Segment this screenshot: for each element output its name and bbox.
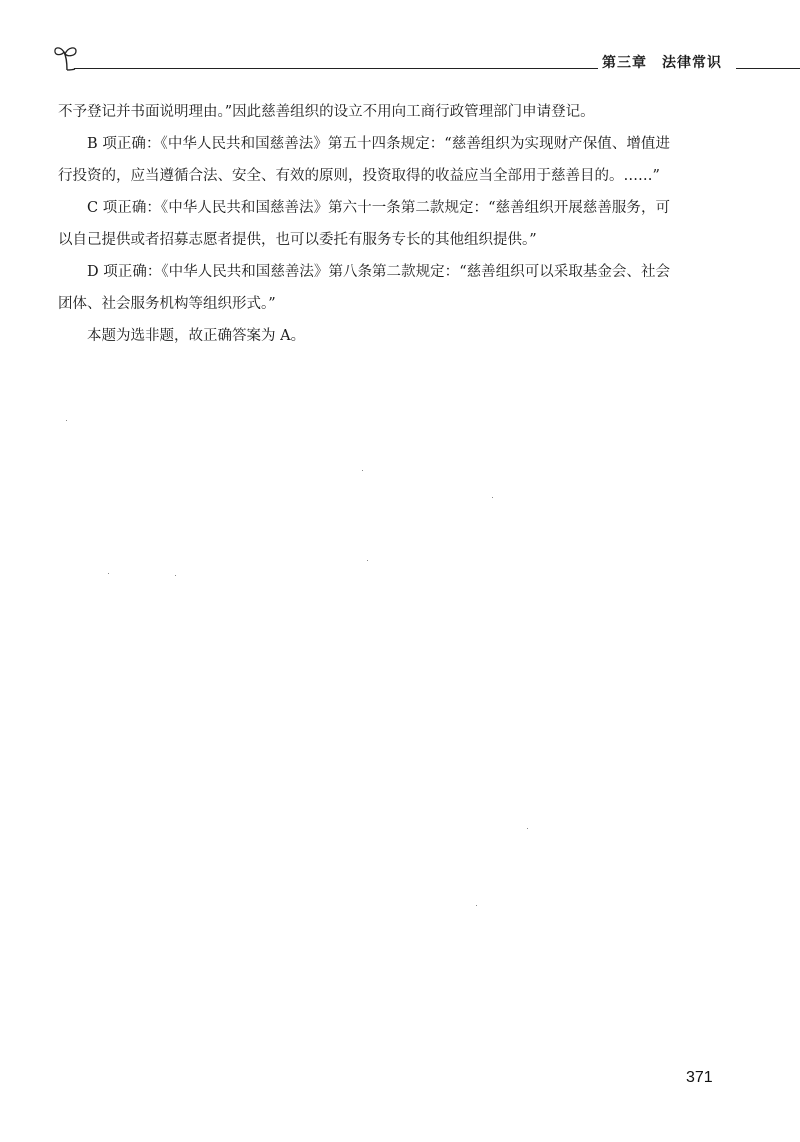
scan-speck — [66, 420, 67, 421]
paragraph-conclusion: 本题为选非题，故正确答案为 A。 — [87, 328, 306, 344]
running-header — [52, 40, 800, 80]
page-number: 371 — [686, 1069, 713, 1086]
scan-speck — [108, 573, 109, 574]
body-text — [58, 96, 670, 352]
scan-speck — [175, 575, 176, 576]
paragraph-option-b: B 项正确：《中华人民共和国慈善法》第五十四条规定：“慈善组织为实现财产保值、增值进行投资的，应当遵循合法、安全、有效的原则，投资取得的收益应当全部用于慈善目的。……” — [58, 136, 670, 184]
scan-speck — [492, 497, 493, 498]
scan-speck — [476, 905, 477, 906]
scan-speck — [362, 470, 363, 471]
scan-speck — [527, 828, 528, 829]
chapter-label: 第三章 — [598, 52, 651, 72]
subject-label: 法律常识 — [658, 52, 726, 72]
paragraph-option-c: C 项正确：《中华人民共和国慈善法》第六十一条第二款规定：“慈善组织开展慈善服务，可以自己提供或者招募志愿者提供，也可以委托有服务专长的其他组织提供。” — [58, 200, 670, 248]
scan-speck — [367, 560, 368, 561]
paragraph-option-d: D 项正确：《中华人民共和国慈善法》第八条第二款规定：“慈善组织可以采取基金会、社会团体、社会服务机构等组织形式。” — [58, 264, 670, 312]
paragraph-continuation: 不予登记并书面说明理由。”因此慈善组织的设立不用向工商行政管理部门申请登记。 — [58, 104, 595, 120]
header-rule-right — [736, 68, 800, 69]
header-rule-left — [74, 68, 637, 69]
